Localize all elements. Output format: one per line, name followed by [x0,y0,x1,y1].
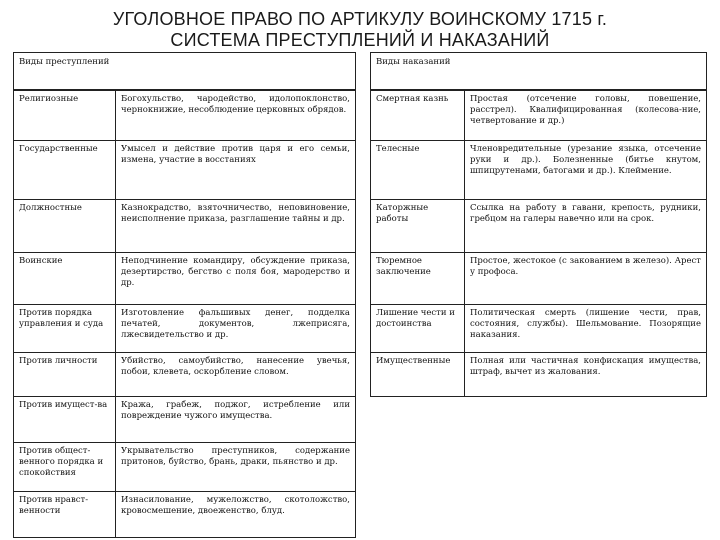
table-row [13,353,707,397]
crime-type: Против личности [13,353,116,397]
table-row [13,141,707,200]
page-title [0,9,720,51]
crime-type: Религиозные [13,90,116,141]
table-row [13,492,707,538]
punishment-description: Политическая смерть (лишение чести, прав, состояния, службы). Шельмование. Позорящие наказания. [464,305,707,353]
crime-description: Умысел и действие против царя и его семьи, измена, участие в восстаниях [115,141,356,200]
punishments-header: Виды наказаний [370,52,707,90]
crime-type: Против нравст-венности [13,492,116,538]
punishment-description: Простое, жестокое (с закованием в железо). Арест у профоса. [464,253,707,305]
punishment-description: Членовредительные (урезание языка, отсечение руки и др.). Болезненные (битье кнутом, шпицрутенами, батогами и др.). Клеймение. [464,141,707,200]
title-line-2: СИСТЕМА ПРЕСТУПЛЕНИЙ И НАКАЗАНИЙ [170,30,550,50]
table-row [13,397,707,443]
table-row [13,443,707,492]
punishment-type: Имущественные [370,353,465,397]
crime-type: Против порядка управления и суда [13,305,116,353]
crime-type: Воинские [13,253,116,305]
crime-type: Государственные [13,141,116,200]
crime-type: Должностные [13,200,116,253]
crime-type: Против общест-венного порядка и спокойствия [13,443,116,492]
table-row [13,90,707,141]
crime-description: Изготовление фальшивых денег, подделка печатей, документов, лжеприсяга, лжесвидетельство и др. [115,305,356,353]
table-row [13,305,707,353]
punishment-type: Смертная казнь [370,90,465,141]
crime-description: Неподчинение командиру, обсуждение приказа, дезертирство, бегство с поля боя, мародерство и др. [115,253,356,305]
punishment-description: Полная или частичная конфискация имущества, штраф, вычет из жалования. [464,353,707,397]
crime-description: Казнокрадство, взяточничество, неповиновение, неисполнение приказа, разглашение тайны и др. [115,200,356,253]
table-row [13,253,707,305]
crime-description: Убийство, самоубийство, нанесение увечья, побои, клевета, оскорбление словом. [115,353,356,397]
punishment-type: Каторжные работы [370,200,465,253]
crime-description: Кража, грабеж, поджог, истребление или повреждение чужого имущества. [115,397,356,443]
crime-description: Укрывательство преступников, содержание притонов, буйство, брань, драки, пьянство и др. [115,443,356,492]
punishment-description: Ссылка на работу в гавани, крепость, рудники, гребцом на галеры навечно или на срок. [464,200,707,253]
punishment-description: Простая (отсечение головы, повешение, расстрел). Квалифицированная (колесова-ние, четвертование и др.) [464,90,707,141]
punishment-type: Телесные [370,141,465,200]
punishment-type: Лишение чести и достоинства [370,305,465,353]
crimes-header: Виды преступлений [13,52,356,90]
crime-description: Богохульство, чародейство, идолопоклонство, чернокнижие, несоблюдение церковных обрядов. [115,90,356,141]
punishment-type: Тюремное заключение [370,253,465,305]
title-line-1: УГОЛОВНОЕ ПРАВО ПО АРТИКУЛУ ВОИНСКОМУ 1715 г. [112,9,608,29]
table-row [13,200,707,253]
crime-description: Изнасилование, мужеложство, скотоложство, кровосмешение, двоеженство, блуд. [115,492,356,538]
crime-type: Против имущест-ва [13,397,116,443]
